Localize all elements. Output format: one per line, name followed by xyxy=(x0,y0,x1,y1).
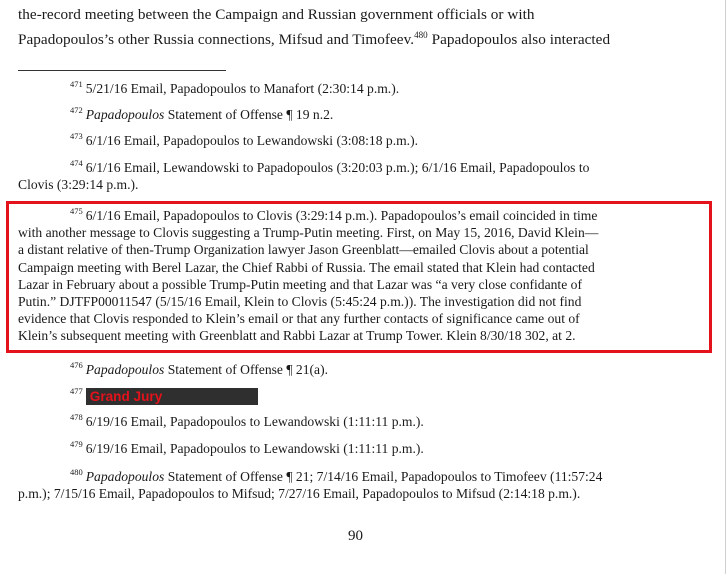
footnote-471 xyxy=(18,80,708,97)
footnote-text: Lazar in February about a possible Trump-Putin meeting and that Lazar was “a very close confidante of xyxy=(18,276,582,292)
footnote-italic-name: Papadopoulos xyxy=(85,107,165,122)
body-text: Papadopoulos also interacted xyxy=(427,31,611,48)
footnote-number: 473 xyxy=(70,131,83,142)
footnote-reference[interactable]: 480 xyxy=(414,29,428,40)
footnote-477 xyxy=(18,387,708,405)
footnote-separator xyxy=(18,70,226,71)
footnote-number: 472 xyxy=(70,105,83,116)
footnote-number: 474 xyxy=(70,158,83,169)
footnote-text: Clovis (3:29:14 p.m.). xyxy=(18,177,139,193)
footnote-474 xyxy=(18,159,708,193)
body-text: the-record meeting between the Campaign and Russian government officials or with xyxy=(18,6,535,23)
footnote-479 xyxy=(18,440,708,457)
footnote-text: Putin.” DJTFP00011547 (5/15/16 Email, Klein to Clovis (5:45:24 p.m.)). The investigation did not find xyxy=(18,294,582,310)
body-text-line xyxy=(18,31,610,49)
footnote-italic-name: Papadopoulos xyxy=(85,362,165,377)
footnote-text: 5/21/16 Email, Papadopoulos to Manafort (2:30:14 p.m.). xyxy=(85,81,400,96)
footnote-text: a distant relative of then-Trump Organization lawyer Jason Greenblatt—emailed Clovis about a potential xyxy=(18,242,589,258)
footnote-text: 6/1/16 Email, Papadopoulos to Clovis (3:29:14 p.m.). Papadopoulos’s email coincided in time xyxy=(85,208,598,223)
footnote-number: 475 xyxy=(70,206,83,217)
footnote-text: Campaign meeting with Berel Lazar, the Chief Rabbi of Russia. The email stated that Klein had contacted xyxy=(18,259,595,275)
footnote-italic-name: Papadopoulos xyxy=(85,469,165,484)
footnote-text: with another message to Clovis suggesting a Trump-Putin meeting. First, on May 15, 2016, David Klein— xyxy=(18,225,599,241)
footnote-text: 6/19/16 Email, Papadopoulos to Lewandowski (1:11:11 p.m.). xyxy=(85,441,424,456)
body-text-line xyxy=(18,6,535,24)
footnote-number: 471 xyxy=(70,79,83,90)
footnote-476 xyxy=(18,361,708,378)
footnote-text: Statement of Offense ¶ 19 n.2. xyxy=(164,107,334,122)
footnote-number: 479 xyxy=(70,439,83,450)
footnote-480 xyxy=(18,468,708,502)
footnote-472 xyxy=(18,106,708,123)
footnote-number: 477 xyxy=(70,386,83,397)
footnote-number: 478 xyxy=(70,412,83,423)
body-text: Papadopoulos’s other Russia connections, Mifsud and Timofeev. xyxy=(18,31,415,48)
footnote-text: 6/19/16 Email, Papadopoulos to Lewandowski (1:11:11 p.m.). xyxy=(85,414,424,429)
footnote-475 xyxy=(18,207,708,345)
footnote-number: 480 xyxy=(70,467,83,478)
footnote-text: Statement of Offense ¶ 21(a). xyxy=(164,362,328,377)
footnote-text: p.m.); 7/15/16 Email, Papadopoulos to Mifsud; 7/27/16 Email, Papadopoulos to Mifsud (2:14:18 p.m.). xyxy=(18,486,581,502)
footnote-text: 6/1/16 Email, Papadopoulos to Lewandowski (3:08:18 p.m.). xyxy=(85,133,419,148)
footnote-text: evidence that Clovis responded to Klein’s email or that any further contacts of significance came out of xyxy=(18,311,580,327)
footnote-text: Statement of Offense ¶ 21; 7/14/16 Email, Papadopoulos to Timofeev (11:57:24 xyxy=(164,469,603,484)
page-number: 90 xyxy=(348,528,363,544)
redaction-label: Grand Jury xyxy=(86,388,259,405)
footnote-473 xyxy=(18,132,708,149)
footnote-478 xyxy=(18,413,708,430)
footnote-text: Klein’s subsequent meeting with Greenblatt and Rabbi Lazar at Trump Tower. Klein 8/30/18 302, at 2. xyxy=(18,328,576,344)
footnote-number: 476 xyxy=(70,360,83,371)
footnote-text: 6/1/16 Email, Lewandowski to Papadopoulos (3:20:03 p.m.); 6/1/16 Email, Papadopoulos to xyxy=(85,160,590,175)
